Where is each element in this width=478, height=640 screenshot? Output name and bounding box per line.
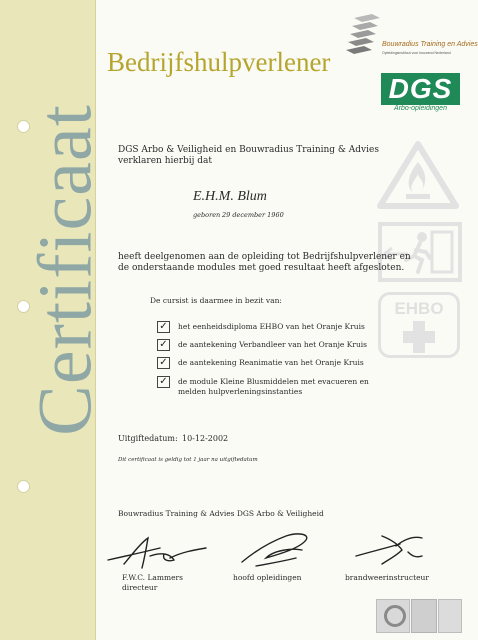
birth-date: 29 december 1960 [222,211,284,219]
module-label: de module Kleine Blusmiddelen met evacueren en [178,377,369,386]
fire-warning-watermark-icon [376,140,460,210]
signature-lammers [104,530,212,574]
bouwradius-name: Bouwradius Training en Advies [382,41,478,48]
module-label: het eenheidsdiploma EHBO van het Oranje Kruis [178,322,365,331]
signatory-name: F.W.C. Lammers [122,573,183,582]
module-label-continued: melden hulpverleningsinstanties [178,387,303,396]
certificate-title: Bedrijfshulpverlener [107,47,331,77]
punch-hole [17,480,30,493]
signatory-role: directeur [122,583,158,592]
issue-date-label: Uitgiftedatum: [118,434,178,443]
intro-line-1: DGS Arbo & Veiligheid en Bouwradius Training & Advies [118,145,379,155]
recipient-name: E.H.M. Blum [193,189,267,204]
module-checkbox: ✓ [157,357,170,369]
bouwradius-logo [346,12,478,57]
module-checkbox: ✓ [157,339,170,351]
module-label: de aantekening Verbandleer van het Oranje Kruis [178,340,368,349]
dgs-logo [381,73,460,115]
bouwradius-tagline: Opleidingsinstituut voor bouwend Nederland [382,51,451,55]
modules-intro: De cursist is daarmee in bezit van: [150,296,282,305]
module-checkbox: ✓ [157,321,170,333]
signature-fire-instructor [352,526,428,572]
vertical-certificate-title: Certificaat [23,104,108,436]
signatory-role: brandweerinstructeur [345,573,429,582]
issue-date: 10-12-2002 [182,434,229,443]
dgs-letters: DGS [381,73,460,105]
dgs-subtitle: Arbo-opleidingen [394,105,447,112]
dnv-mark-icon [411,599,437,633]
quality-mark-icon [376,599,410,633]
issuers-line: Bouwradius Training & Advies DGS Arbo & Veiligheid [118,509,324,518]
ehbo-watermark-icon [378,292,460,358]
signatory-role: hoofd opleidingen [233,573,302,582]
birth-label: geboren [193,211,221,219]
ehbo-text: EHBO [394,299,444,318]
accreditation-mark-icon [438,599,462,633]
signature-head-training [236,524,318,572]
stacked-slabs-icon [346,12,382,57]
validity-note: Dit certificaat is geldig tot 1 jaar na uitgiftedatum [118,457,258,463]
module-checkbox: ✓ [157,376,170,388]
module-label: de aantekening Reanimatie van het Oranje Kruis [178,358,364,367]
statement-line-2: de onderstaande modules met goed resultaat heeft afgesloten. [118,263,405,273]
intro-line-2: verklaren hierbij dat [118,156,213,166]
statement-line-1: heeft deelgenomen aan de opleiding tot Bedrijfshulpverlener en [118,252,411,262]
